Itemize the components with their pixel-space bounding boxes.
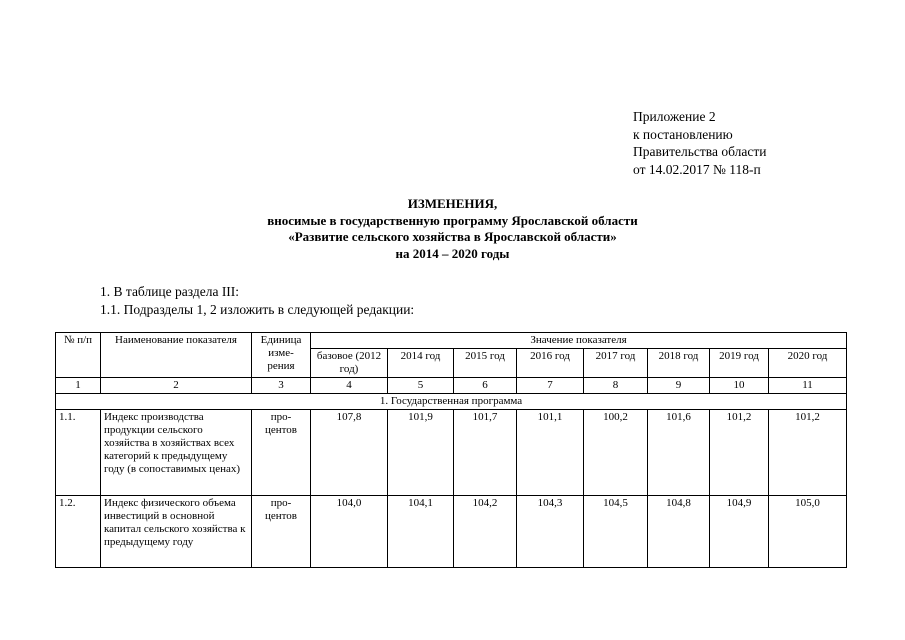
title-line: вносимые в государственную программу Ярославской области: [267, 212, 638, 228]
row-value: 100,2: [584, 410, 648, 496]
row-value: 104,2: [454, 496, 517, 568]
header-row: [56, 333, 847, 349]
row-value: 104,1: [388, 496, 454, 568]
column-number: 9: [648, 378, 710, 394]
row-num: 1.1.: [56, 410, 101, 496]
intro-paragraph-1: 1. В таблице раздела III:: [100, 284, 240, 299]
header-year: 2016 год: [517, 349, 584, 378]
title-line: ИЗМЕНЕНИЯ,: [407, 196, 498, 211]
column-numbers-row: [56, 378, 847, 394]
row-value: 101,2: [710, 410, 769, 496]
row-num: 1.2.: [56, 496, 101, 568]
column-number: 2: [101, 378, 252, 394]
row-value: 105,0: [769, 496, 847, 568]
row-name: Индекс физического объема инвестиций в основной капитал сельского хозяйства к предыдущему году: [101, 496, 252, 568]
row-unit: про-центов: [252, 496, 311, 568]
row-value: 101,9: [388, 410, 454, 496]
title-line: на 2014 – 2020 годы: [395, 245, 510, 261]
column-number: 4: [311, 378, 388, 394]
row-value: 101,7: [454, 410, 517, 496]
section-title: 1. Государственная программа: [56, 394, 847, 410]
appendix-line: к постановлению: [633, 126, 733, 142]
table-row: [56, 410, 847, 496]
row-value: 107,8: [311, 410, 388, 496]
section-row: [56, 394, 847, 410]
row-value: 101,2: [769, 410, 847, 496]
row-name: Индекс производства продукции сельского хозяйства в хозяйствах всех категорий к предыдущему году (в сопоставимых ценах): [101, 410, 252, 496]
column-number: 1: [56, 378, 101, 394]
header-year: 2019 год: [710, 349, 769, 378]
row-value: 104,9: [710, 496, 769, 568]
header-year: 2014 год: [388, 349, 454, 378]
title-line: «Развитие сельского хозяйства в Ярославской области»: [288, 229, 617, 244]
header-year: 2015 год: [454, 349, 517, 378]
row-value: 104,0: [311, 496, 388, 568]
intro-text: [100, 283, 414, 319]
row-value: 101,6: [648, 410, 710, 496]
header-year: 2018 год: [648, 349, 710, 378]
header-year: 2017 год: [584, 349, 648, 378]
intro-paragraph-2: 1.1. Подразделы 1, 2 изложить в следующей редакции:: [100, 302, 415, 317]
column-number: 8: [584, 378, 648, 394]
table-row: [56, 496, 847, 568]
row-value: 104,8: [648, 496, 710, 568]
indicators-table: [55, 332, 847, 568]
column-number: 6: [454, 378, 517, 394]
header-num: № п/п: [56, 333, 101, 378]
header-unit: Единица изме-рения: [252, 333, 311, 378]
appendix-line: от 14.02.2017 № 118-п: [633, 161, 761, 177]
row-value: 104,3: [517, 496, 584, 568]
row-value: 101,1: [517, 410, 584, 496]
header-name: Наименование показателя: [101, 333, 252, 378]
header-values-group: Значение показателя: [311, 333, 847, 349]
column-number: 5: [388, 378, 454, 394]
appendix-line: Приложение 2: [633, 109, 716, 124]
row-value: 104,5: [584, 496, 648, 568]
header-year: 2020 год: [769, 349, 847, 378]
column-number: 11: [769, 378, 847, 394]
document-title: [0, 196, 905, 262]
column-number: 7: [517, 378, 584, 394]
row-unit: про-центов: [252, 410, 311, 496]
column-number: 10: [710, 378, 769, 394]
appendix-header: [633, 108, 766, 178]
header-year: базовое (2012 год): [311, 349, 388, 378]
appendix-line: Правительства области: [633, 144, 767, 159]
column-number: 3: [252, 378, 311, 394]
